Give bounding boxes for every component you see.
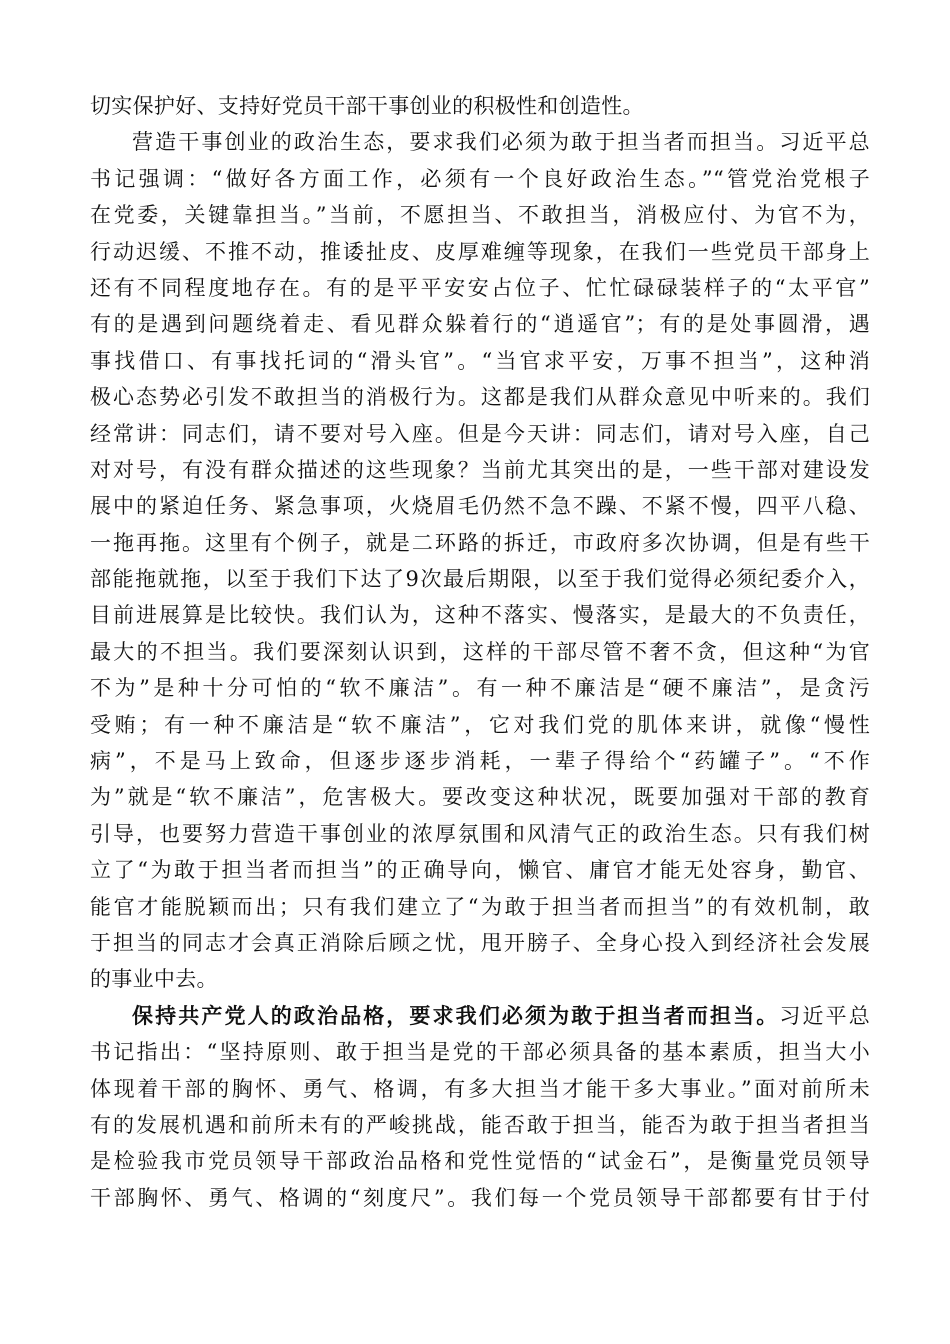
- text-line: 书记指出：“坚持原则、敢于担当是党的干部必须具备的基本素质，担当大小: [90, 1040, 870, 1065]
- text-line: 还有不同程度地存在。有的是平平安安占位子、忙忙碌碌装样子的“太平官”: [90, 275, 870, 300]
- text-line: 的事业中去。: [90, 967, 218, 992]
- text-line: 最大的不担当。我们要深刻认识到，这样的干部尽管不奢不贪，但这种“为官: [90, 639, 870, 664]
- text-line: 极心态势必引发不敢担当的消极行为。这都是我们从群众意见中听来的。我们: [90, 385, 870, 410]
- text-line: 书记强调：“做好各方面工作，必须有一个良好政治生态。”“管党治党根子: [90, 166, 870, 191]
- paragraph-start-line: [90, 998, 870, 1034]
- text-line: 有的发展机遇和前所未有的严峻挑战，能否敢于担当，能否为敢于担当者担当: [90, 1112, 870, 1137]
- text-line: 在党委，关键靠担当。”当前，不愿担当、不敢担当，消极应付、为官不为，: [90, 203, 870, 228]
- text-line: 切实保护好、支持好党员干部干事创业的积极性和创造性。: [90, 94, 644, 118]
- text-line: 对对号，有没有群众描述的这些现象？当前尤其突出的是，一些干部对建设发: [90, 457, 870, 482]
- text-run: 习近平总: [779, 1003, 871, 1028]
- text-line: 展中的紧迫任务、紧急事项，火烧眉毛仍然不急不躁、不紧不慢，四平八稳、: [90, 494, 870, 519]
- bold-lead-sentence: 保持共产党人的政治品格，要求我们必须为敢于担当者而担当。: [132, 1002, 780, 1028]
- paragraph-start-line: 营造干事创业的政治生态，要求我们必须为敢于担当者而担当。习近平总: [132, 130, 870, 155]
- text-line: 事找借口、有事找托词的“滑头官”。“当官求平安，万事不担当”，这种消: [90, 348, 870, 373]
- text-line: 干部胸怀、勇气、格调的“刻度尺”。我们每一个党员领导干部都要有甘于付: [90, 1185, 870, 1210]
- text-line: 目前进展算是比较快。我们认为，这种不落实、慢落实，是最大的不负责任，: [90, 603, 870, 628]
- text-line: 行动迟缓、不推不动，推诿扯皮、皮厚难缠等现象，在我们一些党员干部身上: [90, 239, 870, 264]
- text-line: 引导，也要努力营造干事创业的浓厚氛围和风清气正的政治生态。只有我们树: [90, 821, 870, 846]
- text-line: 一拖再拖。这里有个例子，就是二环路的拆迁，市政府多次协调，但是有些干: [90, 530, 870, 555]
- text-line: 体现着干部的胸怀、勇气、格调，有多大担当才能干多大事业。”面对前所未: [90, 1076, 870, 1101]
- text-line: 经常讲：同志们，请不要对号入座。但是今天讲：同志们，请对号入座，自己: [90, 421, 870, 446]
- text-line: 受贿；有一种不廉洁是“软不廉洁”，它对我们党的肌体来讲，就像“慢性: [90, 712, 870, 737]
- text-line: 部能拖就拖，以至于我们下达了9次最后期限，以至于我们觉得必须纪委介入，: [90, 567, 870, 592]
- text-line: 为”就是“软不廉洁”，危害极大。要改变这种状况，既要加强对干部的教育: [90, 785, 870, 810]
- text-line: 病”，不是马上致命，但逐步逐步消耗，一辈子得给个“药罐子”。“不作: [90, 749, 870, 774]
- text-line: 是检验我市党员领导干部政治品格和党性觉悟的“试金石”，是衡量党员领导: [90, 1149, 870, 1174]
- text-line: 不为”是种十分可怕的“软不廉洁”。有一种不廉洁是“硬不廉洁”，是贪污: [90, 676, 870, 701]
- text-line: 有的是遇到问题绕着走、看见群众躲着行的“逍遥官”；有的是处事圆滑，遇: [90, 312, 870, 337]
- text-line: 能官才能脱颖而出；只有我们建立了“为敢于担当者而担当”的有效机制，敢: [90, 894, 870, 919]
- text-line: 立了“为敢于担当者而担当”的正确导向，懒官、庸官才能无处容身，勤官、: [90, 858, 870, 883]
- body-text: [90, 88, 870, 1216]
- text-line: 于担当的同志才会真正消除后顾之忧，甩开膀子、全身心投入到经济社会发展: [90, 930, 870, 955]
